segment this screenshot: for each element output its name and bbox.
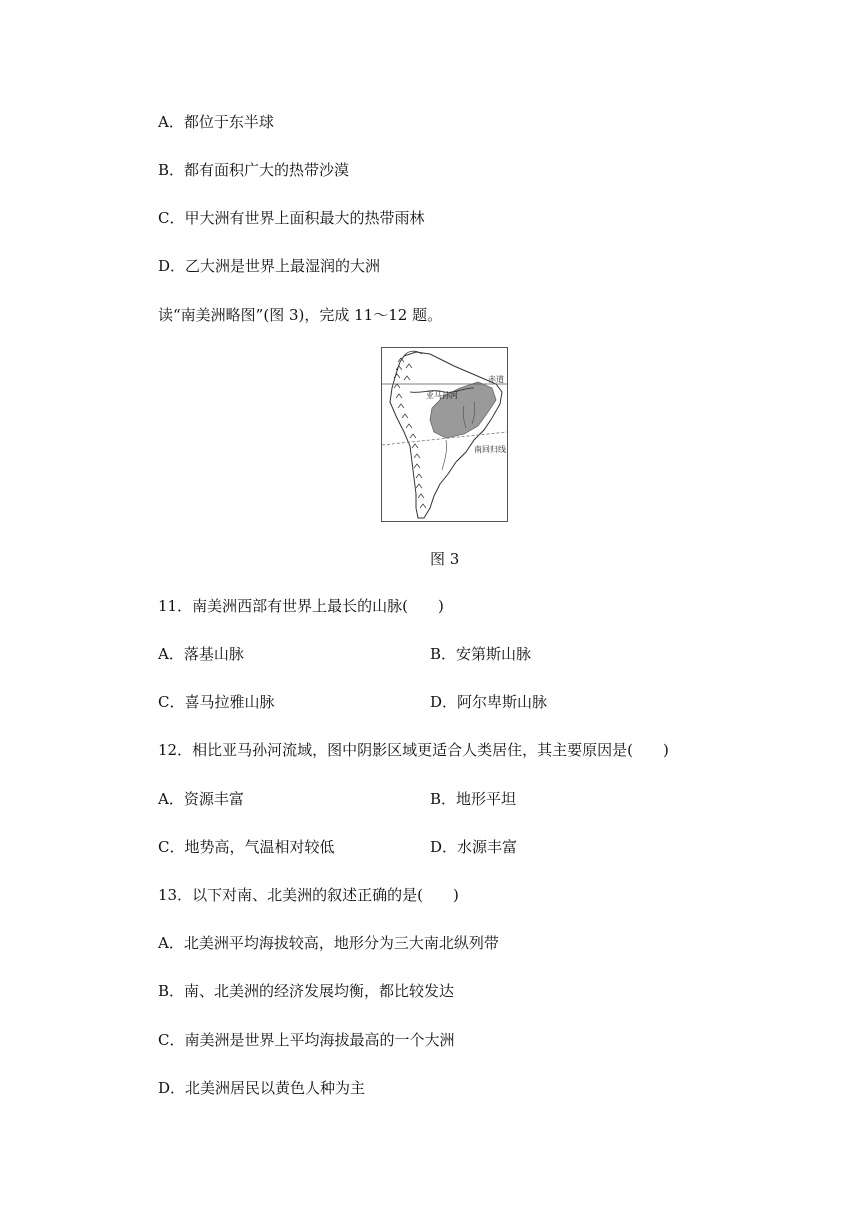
question-13: 13．以下对南、北美洲的叙述正确的是( ) — [158, 886, 459, 904]
figure-caption: 图 3 — [430, 550, 460, 568]
q12-option-a: A．资源丰富 — [158, 790, 244, 808]
andes-mountains — [394, 358, 426, 508]
q11-option-a: A．落基山脉 — [158, 645, 244, 663]
option-d: D．乙大洲是世界上最湿润的大洲 — [158, 257, 381, 275]
south-america-map — [381, 347, 508, 522]
label-equator: 赤道 — [488, 375, 504, 384]
option-a: A．都位于东半球 — [158, 113, 274, 131]
option-c: C．甲大洲有世界上面积最大的热带雨林 — [158, 209, 425, 227]
question-12: 12．相比亚马孙河流域，图中阴影区域更适合人类居住，其主要原因是( ) — [158, 741, 669, 759]
q11-option-d: D．阿尔卑斯山脉 — [430, 693, 548, 711]
figure-intro: 读“南美洲略图”(图 3)，完成 11～12 题。 — [158, 306, 443, 324]
q11-option-c: C．喜马拉雅山脉 — [158, 693, 275, 711]
label-amazon: 亚马孙河 — [426, 391, 458, 400]
q11-option-b: B．安第斯山脉 — [430, 645, 532, 663]
question-11: 11．南美洲西部有世界上最长的山脉( ) — [158, 597, 444, 615]
option-b: B．都有面积广大的热带沙漠 — [158, 161, 350, 179]
q12-option-d: D．水源丰富 — [430, 838, 518, 856]
q13-option-c: C．南美洲是世界上平均海拔最高的一个大洲 — [158, 1031, 455, 1049]
label-tropic: 南回归线 — [474, 445, 506, 454]
q13-option-a: A．北美洲平均海拔较高，地形分为三大南北纵列带 — [158, 934, 499, 952]
q12-option-c: C．地势高，气温相对较低 — [158, 838, 335, 856]
q13-option-d: D．北美洲居民以黄色人种为主 — [158, 1079, 366, 1097]
q13-option-b: B．南、北美洲的经济发展均衡，都比较发达 — [158, 982, 455, 1000]
q12-option-b: B．地形平坦 — [430, 790, 517, 808]
